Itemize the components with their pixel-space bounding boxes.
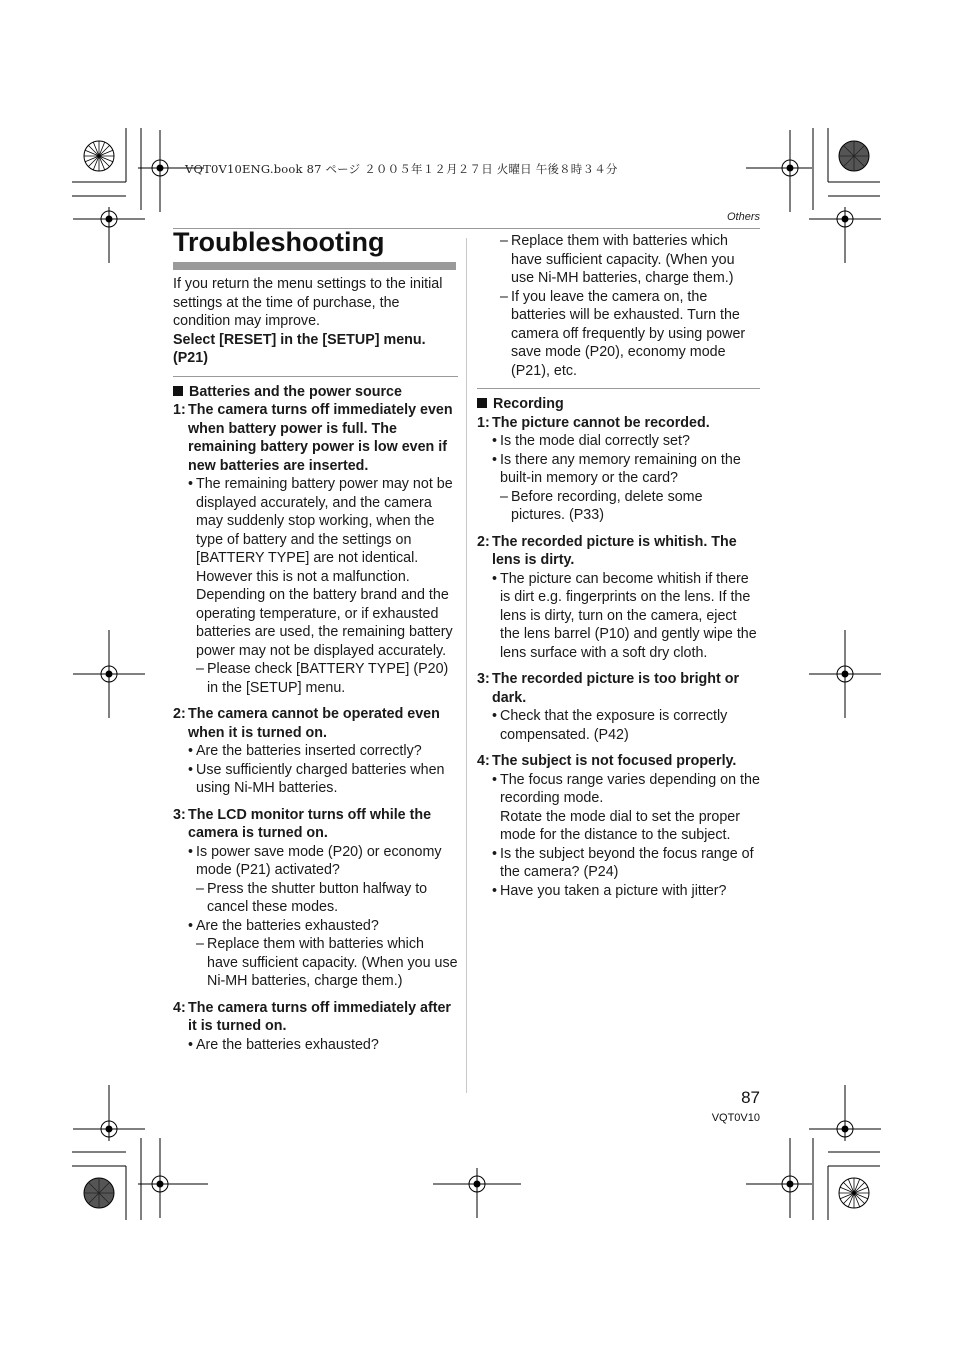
question-2: 2: The recorded picture is whitish. The lens is dirty.: [477, 533, 737, 568]
bullet-icon: •: [188, 476, 194, 492]
question-3: 3: The LCD monitor turns off while the camera is turned on.: [173, 806, 432, 841]
dash-icon: –: [500, 288, 508, 305]
list-item: • The focus range varies depending on the recording mode.: [492, 771, 760, 806]
bullet-icon: •: [188, 743, 194, 759]
list-item: – Replace them with batteries which have sufficient capacity. (When you use Ni-MH batteries, charge them.): [196, 936, 458, 989]
list-item: – Please check [BATTERY TYPE] (P20) in the [SETUP] menu.: [196, 661, 449, 696]
bullet-icon: •: [188, 843, 194, 860]
list-item-continuation: Rotate the mode dial to set the proper mode for the distance to the subject.: [500, 808, 741, 843]
title-underline-bar: [173, 262, 456, 270]
bullet-icon: •: [492, 771, 498, 788]
list-item: • Is the subject beyond the focus range of the camera? (P24): [492, 845, 754, 880]
section-heading-batteries: Batteries and the power source: [173, 383, 458, 402]
dash-icon: –: [500, 488, 508, 505]
list-item: – If you leave the camera on, the batteries will be exhausted. Turn the camera off frequently by using power save mode (P20), economy mode (P21), etc.: [500, 288, 746, 379]
question-1: 1: The picture cannot be recorded.: [477, 414, 710, 431]
square-bullet-icon: [477, 398, 487, 408]
question-4: 4: The subject is not focused properly.: [477, 753, 737, 769]
dash-icon: –: [196, 936, 204, 952]
bullet-icon: •: [492, 845, 498, 862]
list-item: • Is there any memory remaining on the built-in memory or the card?: [492, 451, 741, 486]
list-item: • Are the batteries inserted correctly?: [188, 743, 422, 759]
list-item: • Is the mode dial correctly set?: [492, 433, 690, 449]
list-item: • The remaining battery power may not be displayed accurately, and the camera may suddenly stop working, when the type of battery and the settings on [BATTERY TYPE] are not identical. However this is not a malfunction. Depending on the battery brand and the operating temperature, or if exhausted batteries are used, the remaining battery power may not be displayed accurately.: [188, 476, 453, 659]
page-number: 87: [741, 1088, 760, 1107]
list-item: • Is power save mode (P20) or economy mode (P21) activated?: [188, 843, 442, 878]
section-separator: [477, 388, 760, 389]
question-2: 2: The camera cannot be operated even when it is turned on.: [173, 706, 440, 741]
list-item: • Are the batteries exhausted?: [188, 917, 379, 934]
bullet-icon: •: [492, 451, 498, 468]
list-item: • Are the batteries exhausted?: [188, 1036, 379, 1053]
intro-text: If you return the menu settings to the initial settings at the time of purchase, the condition may improve.: [173, 276, 443, 329]
dash-icon: –: [196, 880, 204, 897]
list-item: • Have you taken a picture with jitter?: [492, 882, 727, 899]
section-separator: [173, 376, 458, 377]
question-1: 1: The camera turns off immediately even when battery power is full. The remaining battery power is low even if new batteries are inserted.: [173, 402, 453, 474]
square-bullet-icon: [173, 386, 183, 396]
bullet-icon: •: [188, 917, 194, 934]
bullet-icon: •: [188, 1036, 194, 1053]
list-item: • The picture can become whitish if there is dirt e.g. fingerprints on the lens. If the lens is dirty, turn on the camera, eject the lens barrel (P10) and gently wipe the lens surface with a soft dry cloth.: [492, 570, 757, 661]
model-code: VQT0V10: [711, 1112, 760, 1124]
list-item: • Check that the exposure is correctly compensated. (P42): [492, 708, 728, 743]
list-item: • Use sufficiently charged batteries when using Ni-MH batteries.: [188, 761, 445, 796]
question-3: 3: The recorded picture is too bright or dark.: [477, 671, 740, 706]
dash-icon: –: [196, 661, 204, 677]
list-item: – Press the shutter button halfway to cancel these modes.: [196, 880, 428, 915]
bullet-icon: •: [492, 433, 498, 449]
left-column: [173, 275, 458, 1054]
print-header: VQT0V10ENG.book 87 ページ ２００５年１２月２７日 火曜日 午後８時３４分: [185, 162, 618, 176]
list-item: – Replace them with batteries which have sufficient capacity. (When you use Ni-MH batteries, charge them.): [500, 233, 735, 286]
page-title: Troubleshooting: [173, 227, 385, 257]
intro-instruction: Select [RESET] in the [SETUP] menu. (P21): [173, 331, 426, 366]
bullet-icon: •: [188, 761, 194, 778]
bullet-icon: •: [492, 882, 498, 899]
section-heading-recording: Recording: [477, 395, 760, 414]
question-4: 4: The camera turns off immediately after it is turned on.: [173, 999, 451, 1034]
bullet-icon: •: [492, 570, 498, 587]
list-item: – Before recording, delete some pictures. (P33): [500, 488, 703, 523]
dash-icon: –: [500, 233, 508, 249]
column-divider: [466, 238, 467, 1093]
right-column: [477, 232, 760, 900]
bullet-icon: •: [492, 708, 498, 724]
section-tag: Others: [726, 211, 760, 223]
